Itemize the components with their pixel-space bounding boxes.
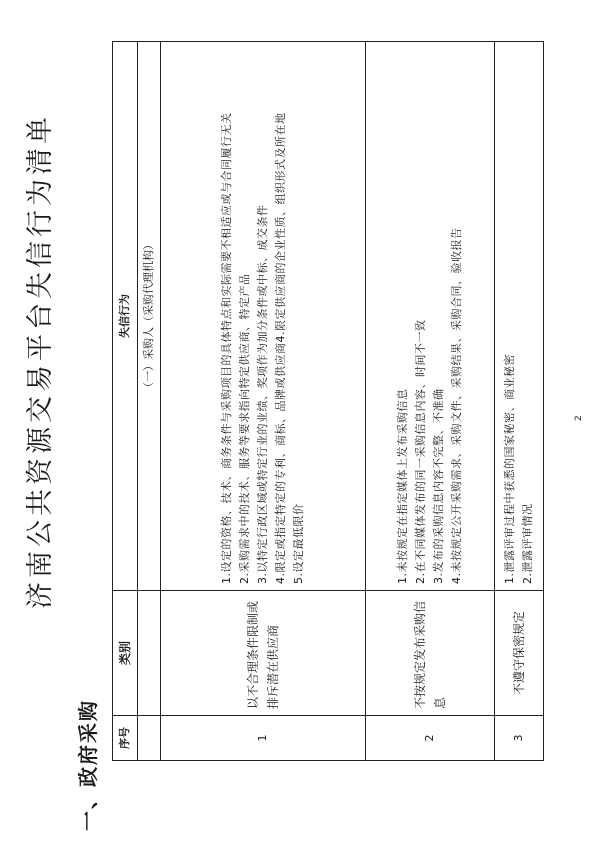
- behavior-item: 2.采购需求中的技术、服务等要求指向特定供应商、特定产品: [238, 273, 251, 584]
- row-behaviors: [161, 42, 366, 591]
- behavior-item: 5.设定最低限价: [292, 503, 305, 584]
- row-category: [366, 591, 495, 716]
- page-number: 2: [574, 415, 584, 421]
- table-row: [161, 42, 366, 761]
- behavior-item: 1.未按规定在指定媒体上发布采购信息: [396, 388, 409, 584]
- behavior-item: 4.限定或指定特定的专利、商标、品牌或供应商4.限定供应商的企业性质、组织形式及所在地: [274, 112, 287, 584]
- behavior-item: 1.泄露评审过程中获悉的国家秘密、商业秘密: [503, 354, 516, 584]
- row-category: [161, 591, 366, 716]
- row-number: 3: [495, 716, 544, 761]
- table-row: [366, 42, 495, 761]
- category-text: 不按规定发布采购信息: [413, 600, 447, 709]
- category-text: 以不合理条件限制或排斥潜在供应商: [246, 600, 280, 709]
- behavior-item: 3.以特定行政区域或特定行业的业绩、奖项作为加分条件或中标、成交条件: [256, 204, 269, 584]
- behavior-item: 1.设定的资格、技术、商务条件与采购项目的具体特点和实际需要不相适应或与合同履行无关: [220, 112, 233, 584]
- row-number: 2: [366, 716, 495, 761]
- subheading-purchaser: （一）采购人（采购代理机构）: [138, 42, 161, 591]
- row-category: [495, 591, 544, 716]
- behavior-item: 3.发布的采购信息内容不完整、不准确: [432, 388, 445, 584]
- section-heading: 一、政府采购: [76, 699, 100, 831]
- header-behavior: 失信行为: [113, 42, 138, 591]
- table-header-row: [113, 42, 138, 761]
- row-behaviors: [366, 42, 495, 591]
- header-number: 序号: [113, 716, 138, 761]
- behavior-item: 2.在不同媒体发布的同一采购信息内容、时间不一致: [414, 319, 427, 584]
- behavior-item: 4.未按规定公开采购需求、采购文件、采购结果、采购合同、验收报告: [450, 227, 463, 584]
- row-number: 1: [161, 716, 366, 761]
- row-behaviors: [495, 42, 544, 591]
- subheading-row: [138, 42, 161, 761]
- table-row: [495, 42, 544, 761]
- header-category: 类别: [113, 591, 138, 716]
- page-title: 济南公共资源交易平台失信行为清单: [25, 113, 56, 609]
- behavior-item: 2.泄露评审情况: [521, 503, 534, 584]
- dishonesty-list-table: [112, 41, 544, 761]
- category-text: 不遵守保密规定: [512, 611, 526, 696]
